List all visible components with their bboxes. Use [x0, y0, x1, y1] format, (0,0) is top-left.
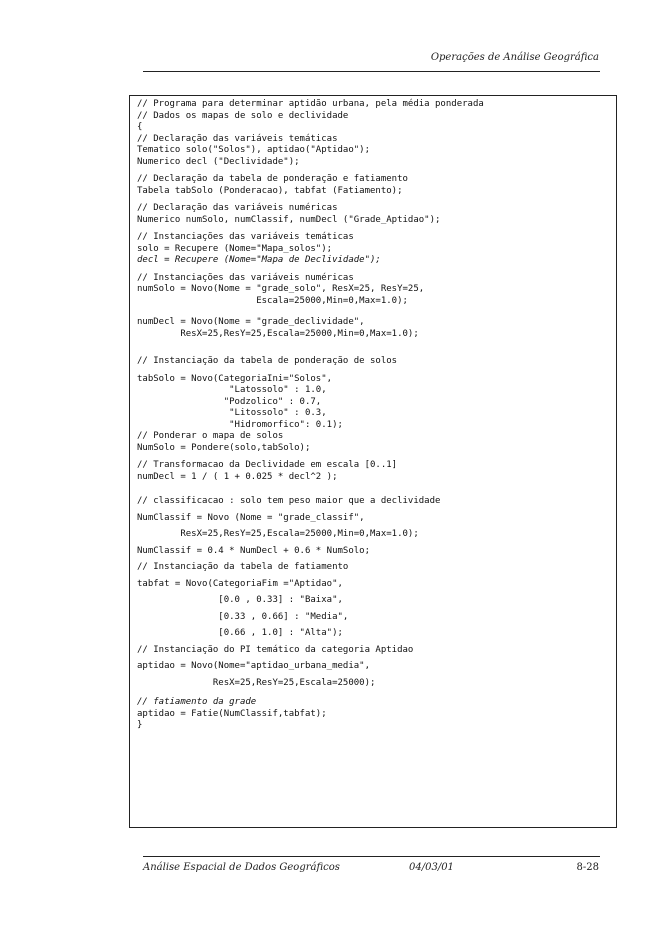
code-line: // Dados os mapas de solo e declividade: [137, 110, 349, 121]
code-line: // Programa para determinar aptidão urbana, pela média ponderada: [137, 99, 484, 109]
code-line: Numerico numSolo, numClassif, numDecl ("Grade_Aptidao");: [137, 214, 441, 225]
code-line: aptidao = Novo(Nome="aptidao_urbana_media",: [137, 661, 370, 671]
code-line: "Latossolo" : 1.0,: [137, 385, 327, 395]
code-line: // Declaração das variáveis temáticas: [137, 133, 338, 144]
header-rule: [143, 71, 600, 72]
code-line: "Hidromorfico": 0.1);: [137, 419, 343, 430]
code-line: ResX=25,ResY=25,Escala=25000);: [137, 677, 376, 688]
code-line: NumClassif = 0.4 * NumDecl + 0.6 * NumSolo;: [137, 545, 370, 556]
code-line: {: [137, 122, 143, 132]
code-gap: [137, 340, 613, 356]
code-line: // fatiamento da grade: [137, 697, 257, 707]
running-header-title: Operações de Análise Geográfica: [430, 52, 599, 63]
code-line: Tematico solo("Solos"), aptidao("Aptidao");: [137, 145, 370, 155]
code-line: tabSolo = Novo(CategoriaIni="Solos",: [137, 373, 333, 384]
code-line: Tabela tabSolo (Ponderacao), tabfat (Fatiamento);: [137, 185, 403, 196]
code-line: NumSolo = Pondere(solo,tabSolo);: [137, 442, 311, 453]
code-line: ResX=25,ResY=25,Escala=25000,Min=0,Max=1.0);: [137, 328, 419, 339]
code-line: aptidao = Fatie(NumClassif,tabfat);: [137, 708, 327, 719]
code-listing: [137, 99, 613, 732]
code-line: // Instanciação da tabela de fatiamento: [137, 562, 349, 572]
code-line: solo = Recupere (Nome="Mapa_solos");: [137, 243, 333, 254]
code-line: decl = Recupere (Nome="Mapa de Declividade");: [137, 255, 381, 265]
code-line: NumClassif = Novo (Nome = "grade_classif",: [137, 512, 365, 523]
code-line: // Declaração da tabela de ponderação e fatiamento: [137, 174, 408, 184]
code-line: // Instanciação do PI temático da categoria Aptidao: [137, 644, 414, 655]
code-line: numDecl = Novo(Nome = "grade_declividade",: [137, 317, 365, 327]
code-line: [0.33 , 0.66] : "Media",: [137, 611, 349, 622]
code-gap: [137, 307, 613, 317]
code-line: tabfat = Novo(CategoriaFim ="Aptidao",: [137, 578, 343, 589]
code-line: // Declaração das variáveis numéricas: [137, 203, 338, 213]
code-line: // Transformacao da Declividade em escala [0..1]: [137, 460, 398, 470]
code-line: // classificacao : solo tem peso maior que a declividade: [137, 496, 441, 506]
footer-book-title: Análise Espacial de Dados Geográficos: [143, 862, 340, 873]
code-line: // Ponderar o mapa de solos: [137, 431, 284, 441]
code-gap: [137, 483, 613, 493]
code-line: [0.0 , 0.33] : "Baixa",: [137, 595, 343, 605]
code-line: // Instanciações das variáveis numéricas: [137, 272, 354, 283]
code-line: [0.66 , 1.0] : "Alta");: [137, 628, 343, 638]
code-line: }: [137, 720, 143, 730]
code-line: "Podzolico" : 0.7,: [137, 396, 322, 407]
code-line: // Instanciação da tabela de ponderação de solos: [137, 356, 398, 366]
footer-date: 04/03/01: [409, 862, 454, 873]
footer-rule: [143, 856, 600, 857]
code-line: numSolo = Novo(Nome = "grade_solo", ResX=25, ResY=25,: [137, 284, 425, 294]
code-line: ResX=25,ResY=25,Escala=25000,Min=0,Max=1.0);: [137, 529, 419, 539]
code-line: // Instanciações das variáveis temáticas: [137, 232, 354, 242]
code-line: Numerico decl ("Declividade");: [137, 156, 300, 167]
code-line: Escala=25000,Min=0,Max=1.0);: [137, 295, 408, 306]
code-line: numDecl = 1 / ( 1 + 0.025 * decl^2 );: [137, 471, 338, 482]
page-number: 8-28: [576, 862, 599, 873]
code-line: "Litossolo" : 0.3,: [137, 408, 327, 418]
